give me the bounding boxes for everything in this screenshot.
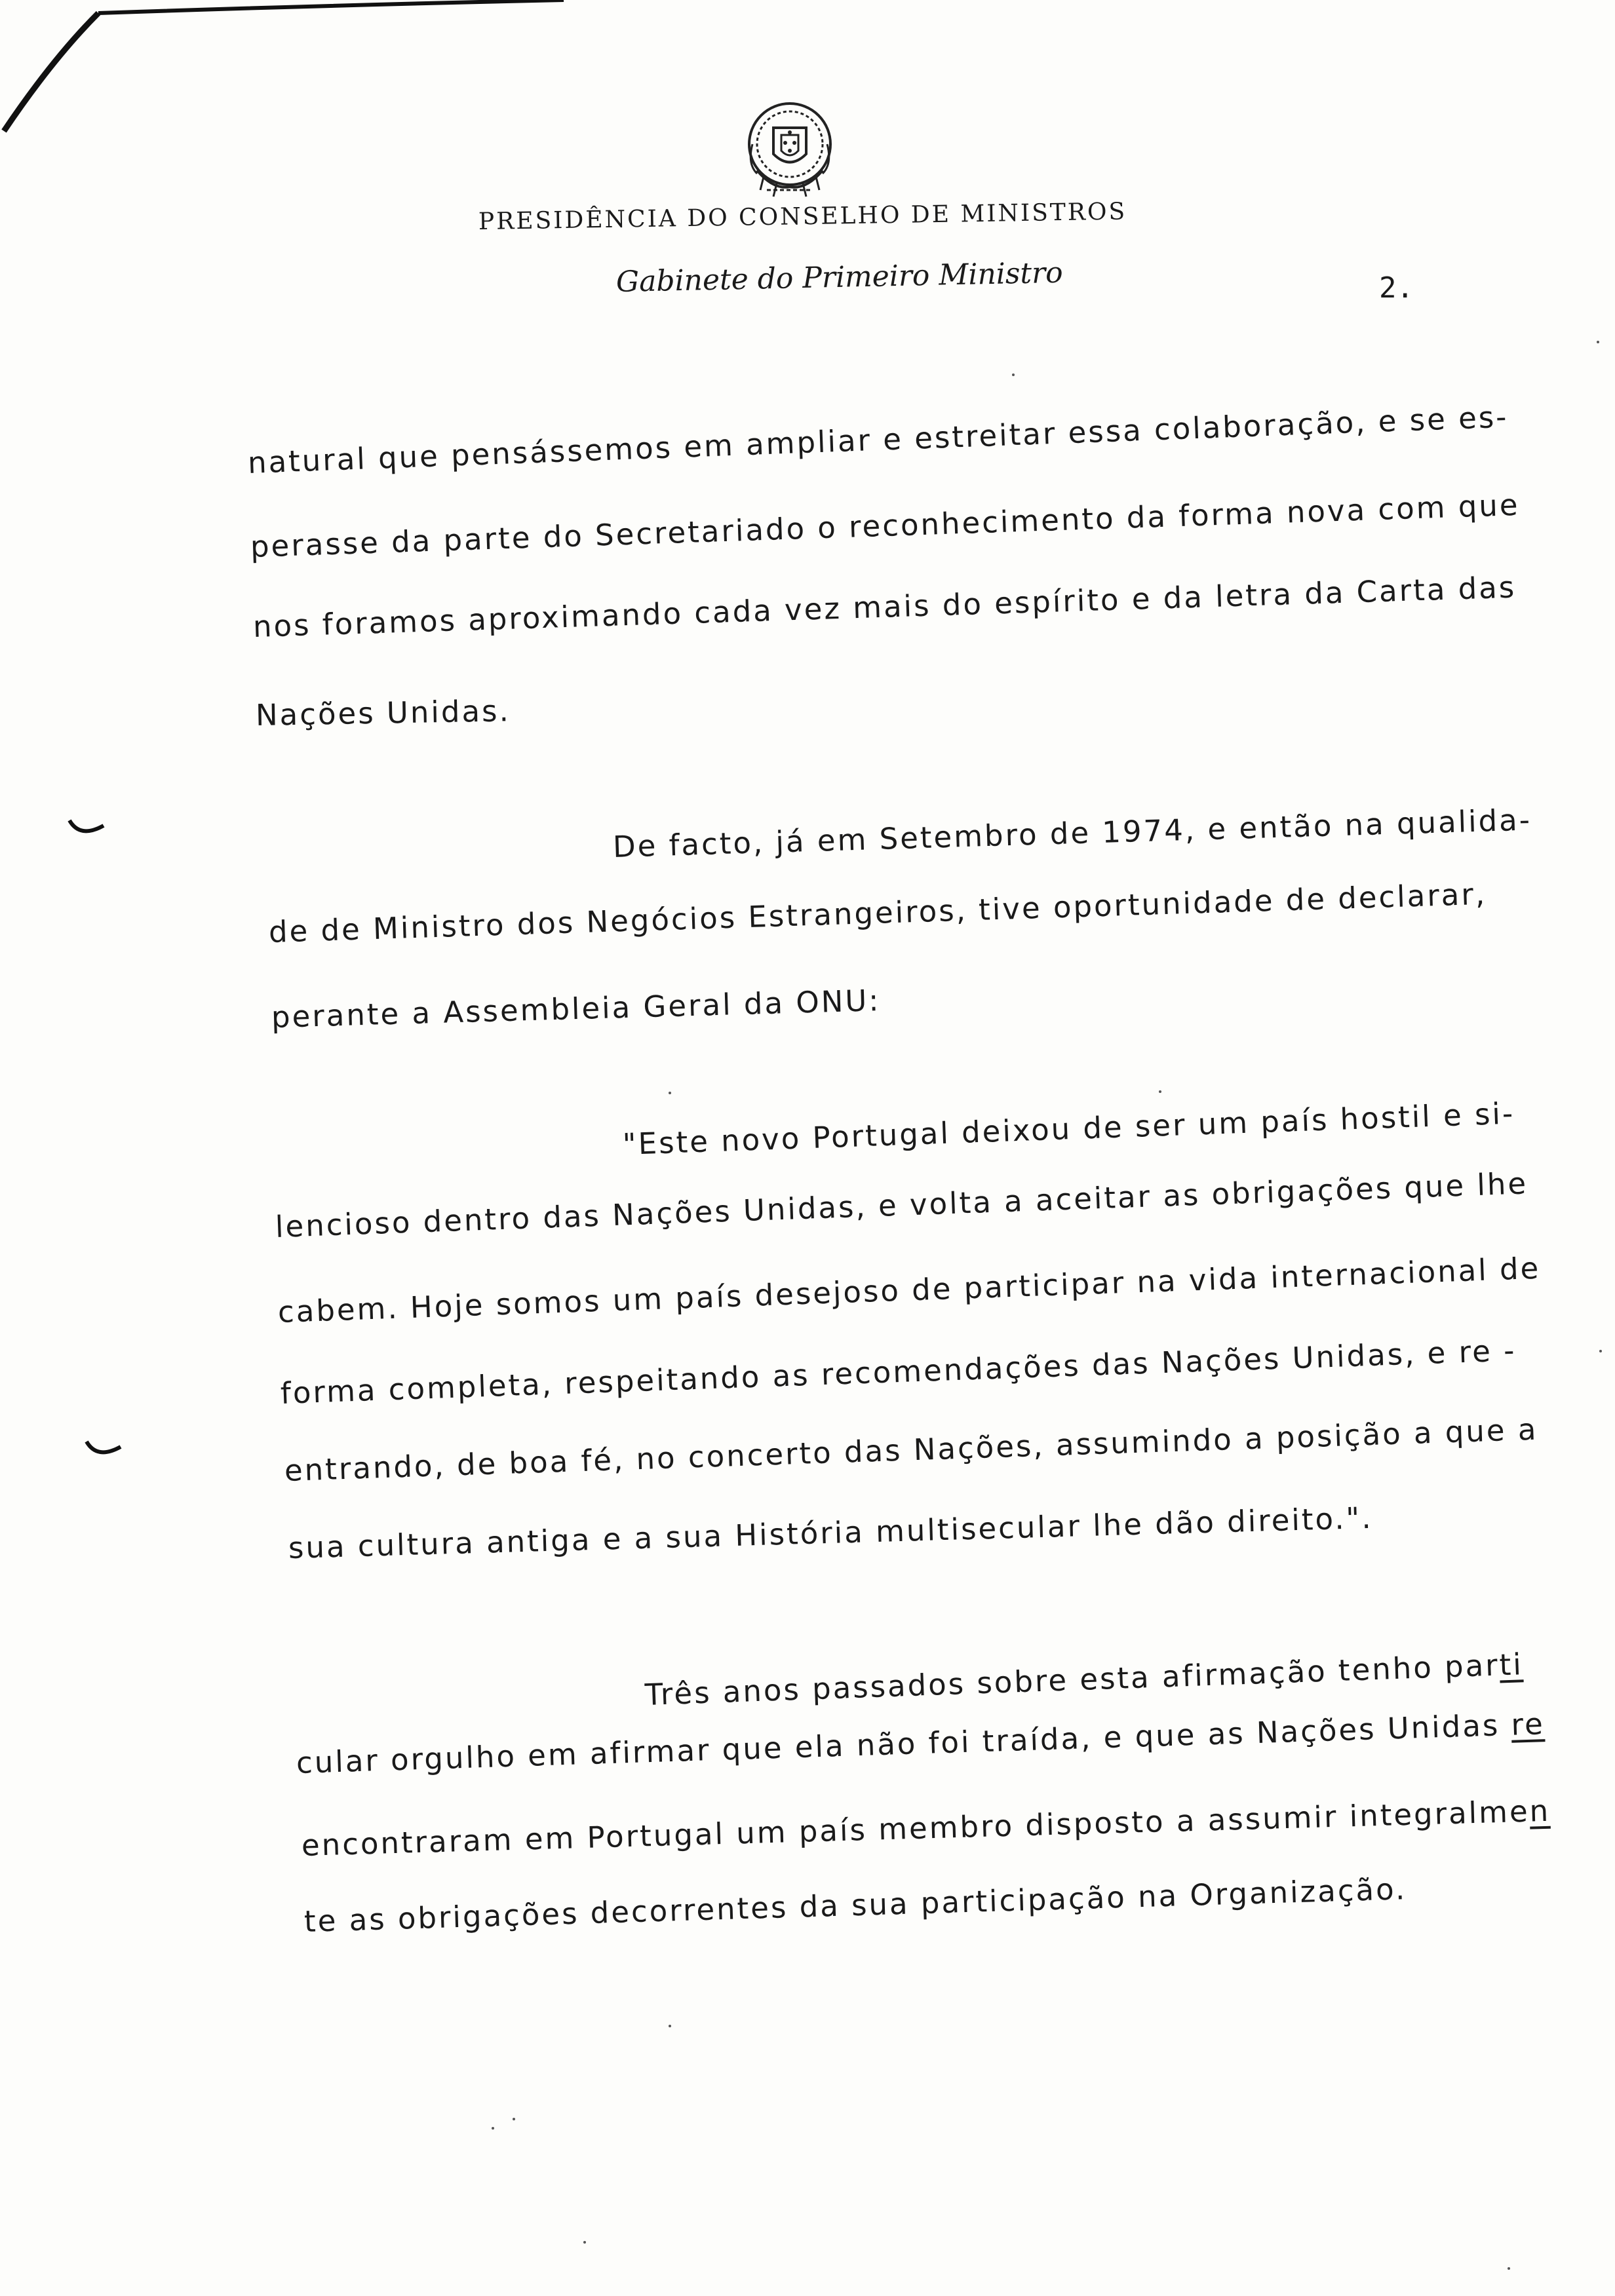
paragraph-1-line-3: nos foramos aproximando cada vez mais do espírito e da letra da Carta das <box>252 569 1517 644</box>
scan-speck <box>669 2025 671 2027</box>
quote-line-6: sua cultura antiga e a sua História multisecular lhe dão direito.". <box>288 1500 1374 1565</box>
margin-check-mark <box>67 818 106 837</box>
quote-line-4: forma completa, respeitando as recomendações das Nações Unidas, e re - <box>280 1333 1517 1411</box>
scan-speck <box>1012 373 1015 376</box>
paragraph-1-line-2: perasse da parte do Secretariado o reconhecimento da forma nova com que <box>250 487 1521 564</box>
scan-speck <box>1599 1350 1602 1352</box>
header-title: PRESIDÊNCIA DO CONSELHO DE MINISTROS <box>478 198 1127 235</box>
paragraph-1-line-4: Nações Unidas. <box>255 693 511 733</box>
scan-edge-artifact <box>0 0 590 144</box>
paragraph-3-line-1-underlined: ti <box>1498 1647 1524 1683</box>
scan-speck <box>1159 1090 1161 1093</box>
header-subtitle: Gabinete do Primeiro Ministro <box>615 256 1064 299</box>
paragraph-1-line-1: natural que pensássemos em ampliar e estreitar essa colaboração, e se es- <box>247 399 1509 480</box>
paragraph-3-line-3-underlined: n <box>1528 1793 1551 1829</box>
scan-speck <box>1597 341 1599 343</box>
paragraph-3-line-1 <box>644 1647 1524 1712</box>
portuguese-coat-of-arms-icon <box>728 92 852 210</box>
paragraph-2-line-2: de de Ministro dos Negócios Estrangeiros, tive oportunidade de declarar, <box>268 876 1487 949</box>
paragraph-2-line-3: perante a Assembleia Geral da ONU: <box>271 983 882 1035</box>
quote-line-1: "Este novo Portugal deixou de ser um país hostil e si- <box>622 1096 1516 1162</box>
paragraph-3-line-4: te as obrigações decorrentes da sua participação na Organização. <box>303 1871 1407 1939</box>
scan-speck <box>583 2241 586 2244</box>
scan-speck <box>1508 2267 1510 2270</box>
paragraph-3-line-1-text: Três anos passados sobre esta afirmação tenho par <box>644 1647 1500 1712</box>
quote-line-5: entrando, de boa fé, no concerto das Nações, assumindo a posição a que a <box>284 1411 1539 1488</box>
quote-line-2: lencioso dentro das Nações Unidas, e volta a aceitar as obrigações que lhe <box>275 1166 1528 1244</box>
paragraph-3-line-3-text: encontraram em Portugal um país membro disposto a assumir integralme <box>301 1793 1530 1863</box>
paragraph-3-line-2-underlined: re <box>1510 1706 1546 1742</box>
paragraph-2-line-1: De facto, já em Setembro de 1974, e então na qualida- <box>612 802 1532 864</box>
scan-speck <box>513 2118 515 2120</box>
quote-line-3: cabem. Hoje somos um país desejoso de participar na vida internacional de <box>277 1250 1542 1330</box>
paragraph-3-line-2 <box>296 1706 1545 1780</box>
margin-check-mark <box>84 1439 123 1459</box>
paragraph-3-line-2-text: cular orgulho em afirmar que ela não foi traída, e que as Nações Unidas <box>296 1707 1512 1780</box>
page-number: 2. <box>1379 271 1414 305</box>
scan-speck <box>492 2127 494 2130</box>
scan-speck <box>669 1092 671 1094</box>
paragraph-3-line-3 <box>301 1793 1551 1863</box>
